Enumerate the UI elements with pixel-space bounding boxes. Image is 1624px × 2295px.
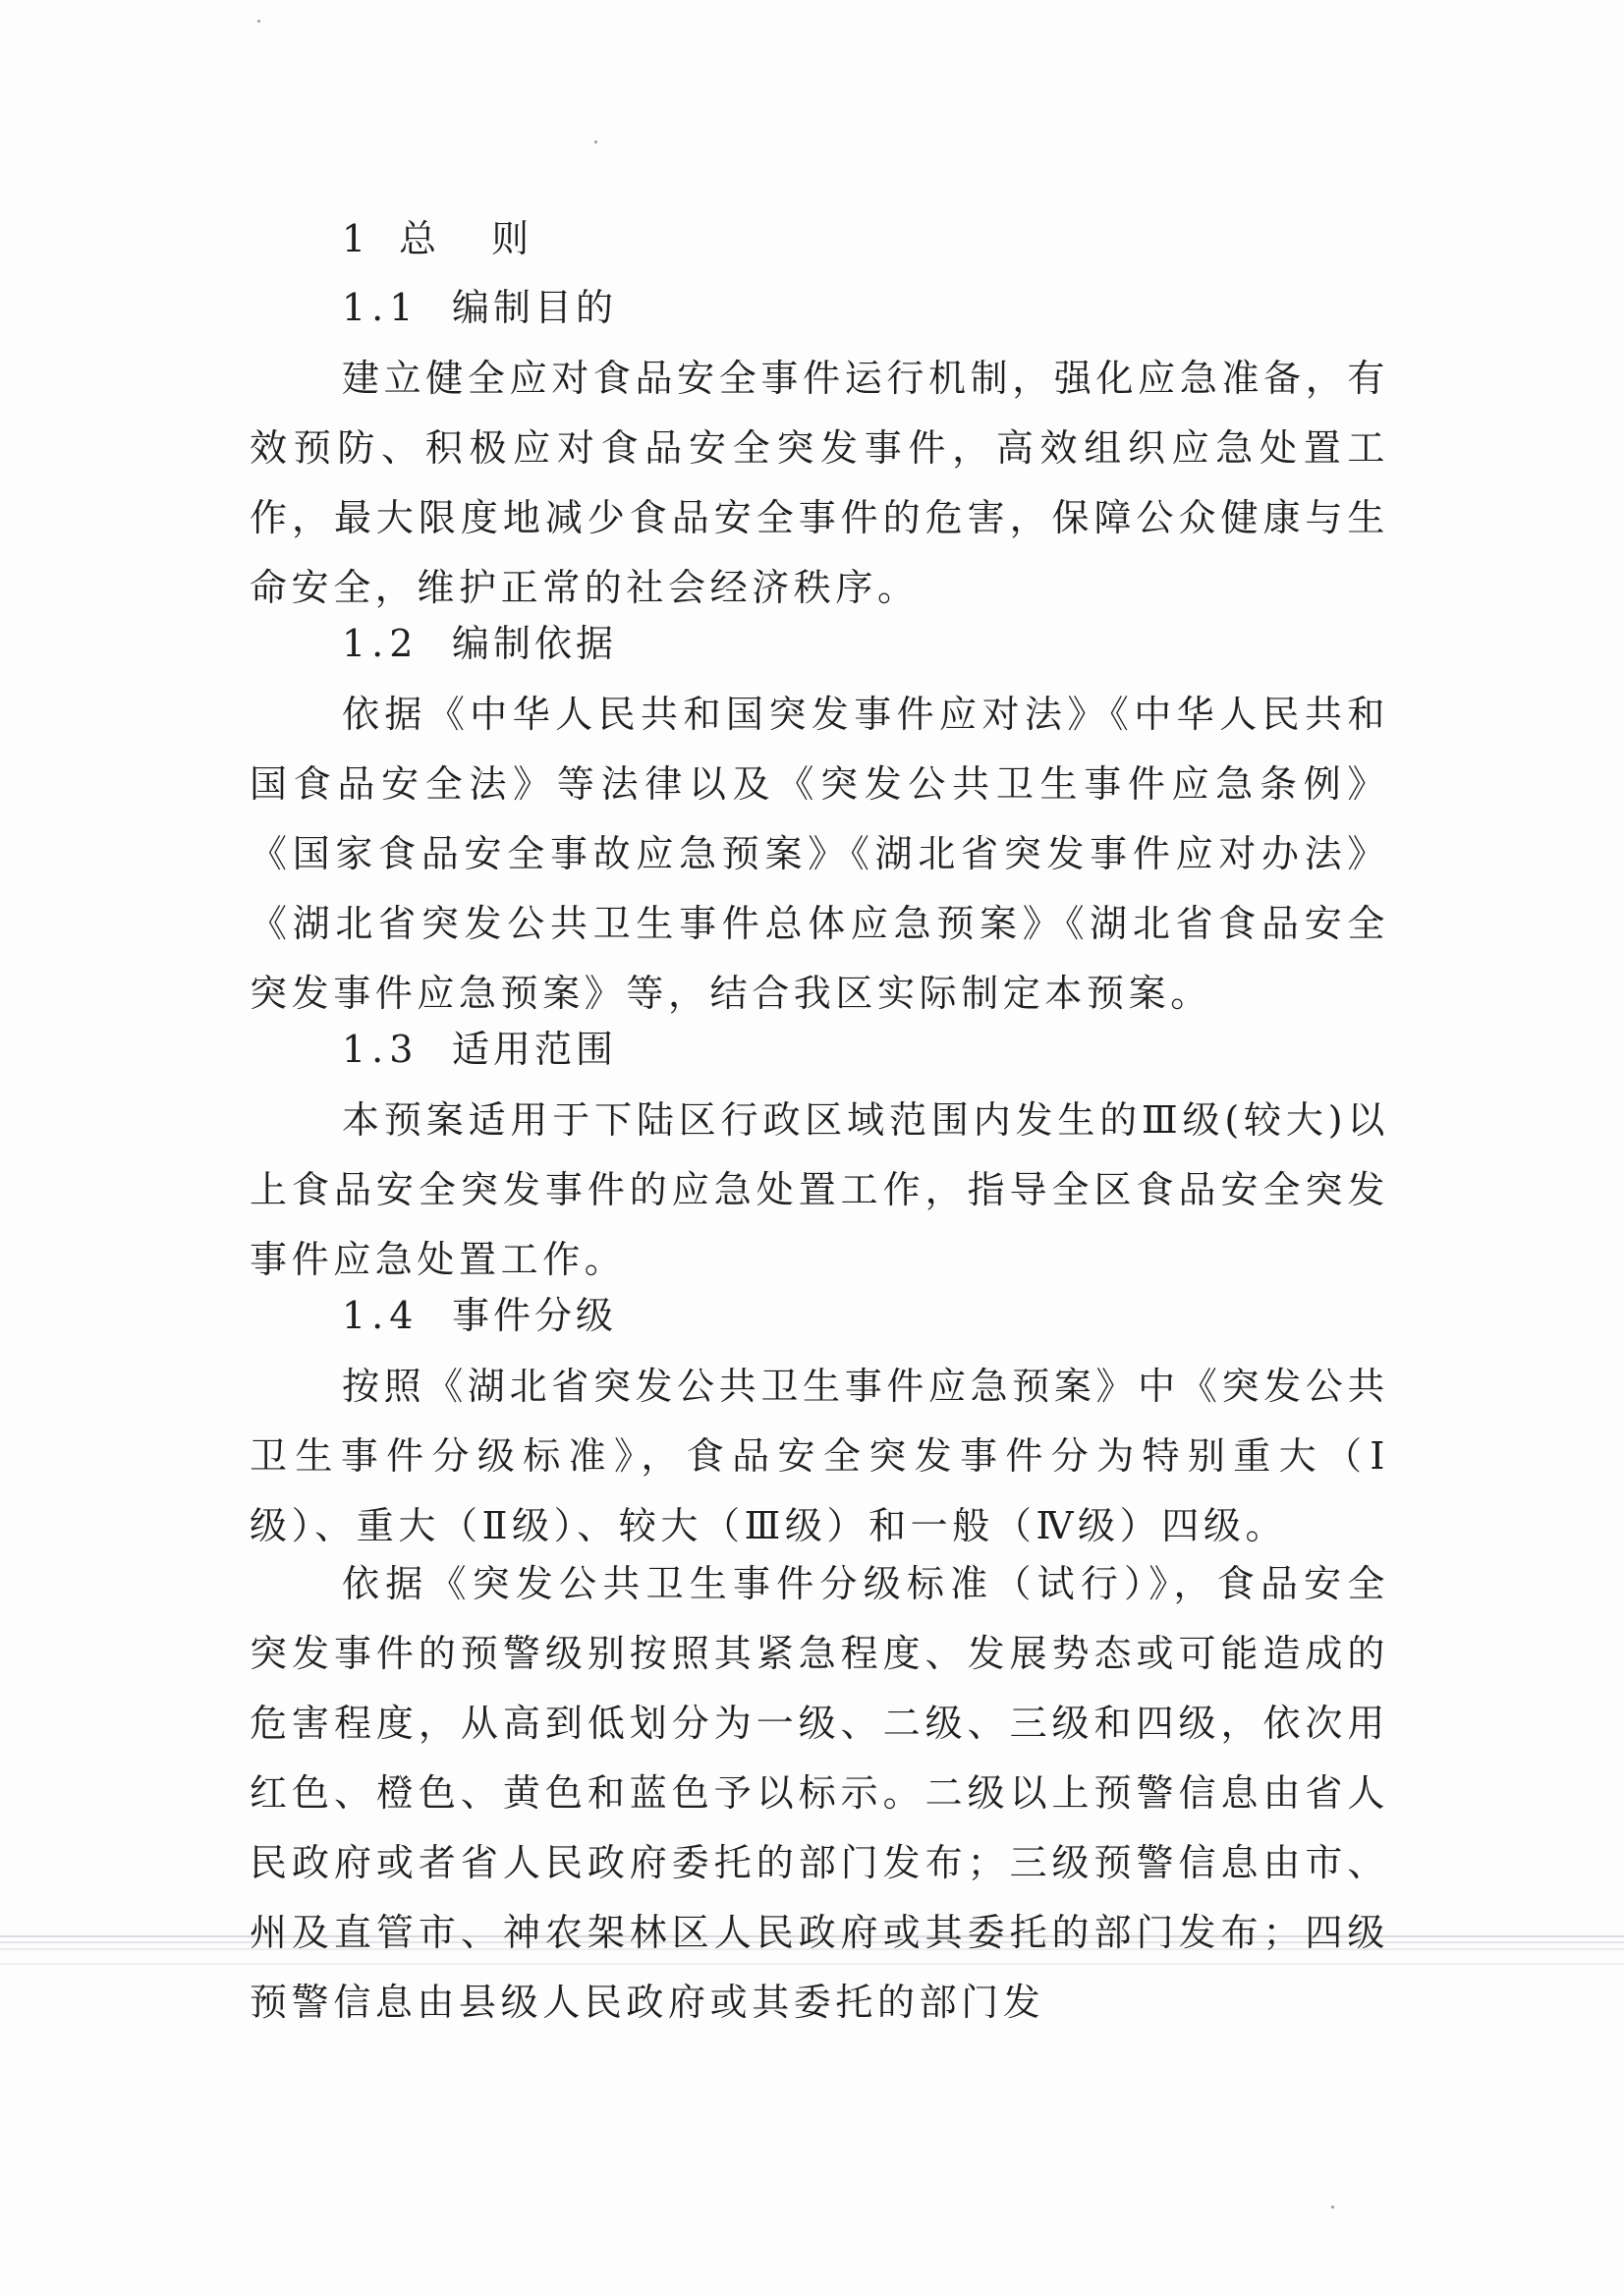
section-number: 1.1 — [342, 286, 420, 329]
section-heading-1-4 — [250, 1295, 1389, 1354]
section-title: 适用范围 — [452, 1028, 618, 1071]
section-number: 1.2 — [342, 622, 420, 665]
paragraph-classification: 按照《湖北省突发公共卫生事件应急预案》中《突发公共卫生事件分级标准》，食品安全突发事件分为特别重大（Ⅰ级）、重大（Ⅱ级）、较大（Ⅲ级）和一般（Ⅳ级）四级。 — [250, 1365, 1389, 1547]
section-title: 编制依据 — [452, 622, 618, 665]
section-number: 1 — [342, 217, 370, 260]
section-heading-1-1 — [250, 287, 1389, 346]
paragraph-warning-levels: 依据《突发公共卫生事件分级标准（试行）》，食品安全突发事件的预警级别按照其紧急程度、发展势态或可能造成的危害程度，从高到低划分为一级、二级、三级和四级，依次用红色、橙色、黄色和蓝色予以标示。二级以上预警信息由省人民政府或者省人民政府委托的部门发布；三级预警信息由市、州及直管市、神农架林区人民政府或其委托的部门发布；四级预警信息由县级人民政府或其委托的部门发 — [250, 1562, 1389, 2024]
section-heading-1-3 — [250, 1029, 1389, 1088]
document-body — [250, 218, 1389, 2038]
section-number: 1.4 — [342, 1294, 420, 1337]
section-title: 总 则 — [399, 217, 551, 260]
section-number: 1.3 — [342, 1028, 420, 1071]
section-title: 编制目的 — [452, 286, 618, 329]
paragraph-scope: 本预案适用于下陆区行政区域范围内发生的Ⅲ级(较大)以上食品安全突发事件的应急处置工作，指导全区食品安全突发事件应急处置工作。 — [250, 1098, 1389, 1281]
paragraph-basis: 依据《中华人民共和国突发事件应对法》《中华人民共和国食品安全法》等法律以及《突发公共卫生事件应急条例》《国家食品安全事故应急预案》《湖北省突发事件应对办法》《湖北省突发公共卫生事件总体应急预案》《湖北省食品安全突发事件应急预案》等，结合我区实际制定本预案。 — [250, 693, 1389, 1015]
scan-speck — [1331, 2206, 1334, 2209]
section-title: 事件分级 — [452, 1294, 618, 1337]
scan-speck — [257, 20, 260, 23]
section-heading-1-2 — [250, 623, 1389, 682]
section-heading-1 — [250, 218, 1389, 277]
paragraph-purpose: 建立健全应对食品安全事件运行机制，强化应急准备，有效预防、积极应对食品安全突发事件，高效组织应急处置工作，最大限度地减少食品安全事件的危害，保障公众健康与生命安全，维护正常的社会经济秩序。 — [250, 357, 1389, 609]
scan-speck — [594, 140, 597, 143]
